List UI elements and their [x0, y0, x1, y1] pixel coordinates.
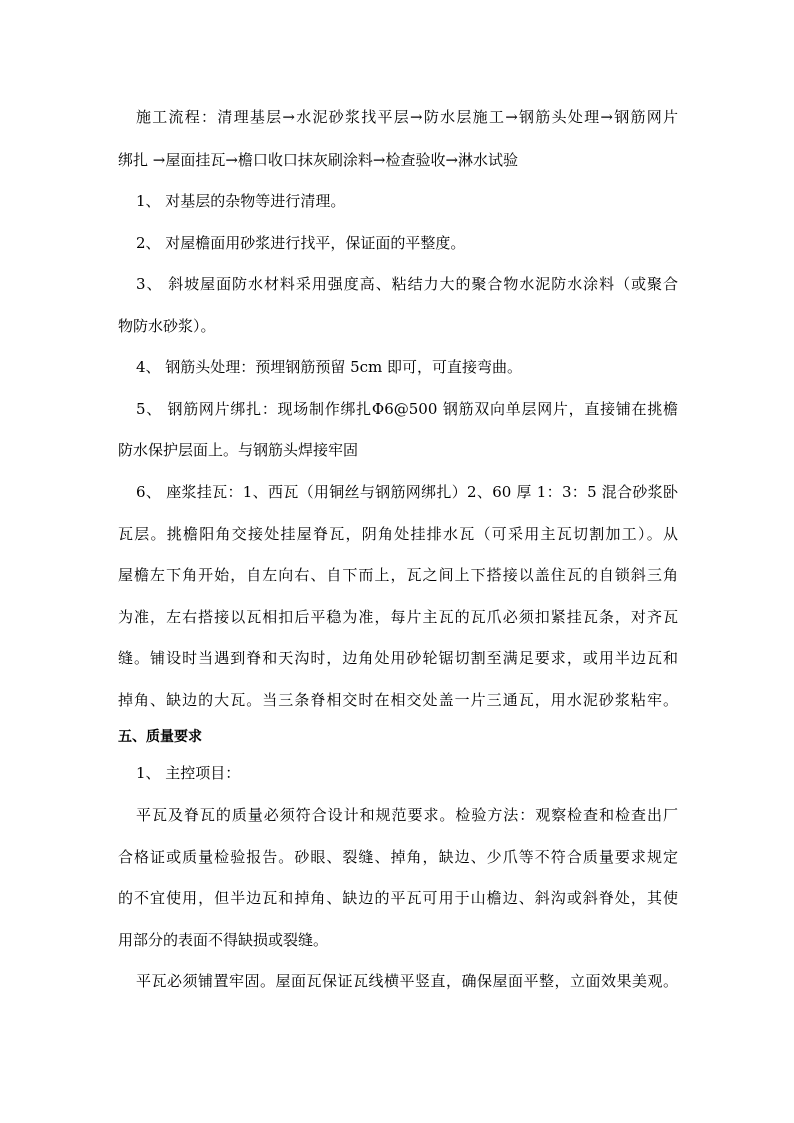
section-heading-quality-requirements: 五、质量要求	[118, 729, 202, 745]
step-2: 2、 对屋檐面用砂浆进行找平，保证面的平整度。	[136, 234, 466, 252]
step-6-line-6: 掉角、缺边的大瓦。当三条脊相交时在相交处盖一片三通瓦，用水泥砂浆粘牢。	[118, 691, 678, 709]
step-1: 1、 对基层的杂物等进行清理。	[136, 192, 346, 210]
quality-para-2: 平瓦必须铺置牢固。屋面瓦保证瓦线横平竖直，确保屋面平整，立面效果美观。	[136, 972, 678, 990]
step-3-line-2: 物防水砂浆）。	[118, 317, 216, 335]
quality-para-1-line-1: 平瓦及脊瓦的质量必须符合设计和规范要求。检验方法：观察检查和检查出厂	[136, 806, 678, 824]
step-6-line-5: 缝。铺设时当遇到脊和天沟时，边角处用砂轮锯切割至满足要求，或用半边瓦和	[118, 649, 678, 667]
step-3-line-1: 3、 斜坡屋面防水材料采用强度高、粘结力大的聚合物水泥防水涂料（或聚合	[136, 275, 678, 293]
step-4: 4、 钢筋头处理：预埋钢筋预留 5cm 即可，可直接弯曲。	[136, 358, 523, 376]
quality-para-1-line-3: 的不宜使用，但半边瓦和掉角、缺边的平瓦可用于山檐边、斜沟或斜脊处，其使	[118, 889, 678, 907]
step-5-line-2: 防水保护层面上。与钢筋头焊接牢固	[118, 441, 359, 459]
quality-para-1-line-4: 用部分的表面不得缺损或裂缝。	[118, 931, 329, 949]
quality-para-1-line-2: 合格证或质量检验报告。砂眼、裂缝、掉角，缺边、少爪等不符合质量要求规定	[118, 848, 678, 866]
construction-flow-line-2: 绑扎 →屋面挂瓦→檐口收口抹灰刷涂料→检查验收→淋水试验	[118, 151, 519, 169]
main-control-items-label: 1、 主控项目：	[136, 764, 241, 782]
step-6-line-3: 屋檐左下角开始，自左向右、自下而上，瓦之间上下搭接以盖住瓦的自锁斜三角	[118, 566, 678, 584]
step-6-line-2: 瓦层。挑檐阳角交接处挂屋脊瓦，阴角处挂排水瓦（可采用主瓦切割加工）。从	[118, 525, 678, 543]
step-6-line-4: 为准，左右搭接以瓦相扣后平稳为准，每片主瓦的瓦爪必须扣紧挂瓦条，对齐瓦	[118, 608, 678, 626]
step-5-line-1: 5、 钢筋网片绑扎：现场制作绑扎Φ6@500 钢筋双向单层网片，直接铺在挑檐	[136, 400, 678, 418]
step-6-line-1: 6、 座浆挂瓦：1、西瓦（用铜丝与钢筋网绑扎）2、60 厚 1：3：5 混合砂浆卧	[136, 483, 678, 501]
construction-flow-line-1: 施工流程：清理基层→水泥砂浆找平层→防水层施工→钢筋头处理→钢筋网片	[136, 108, 678, 126]
